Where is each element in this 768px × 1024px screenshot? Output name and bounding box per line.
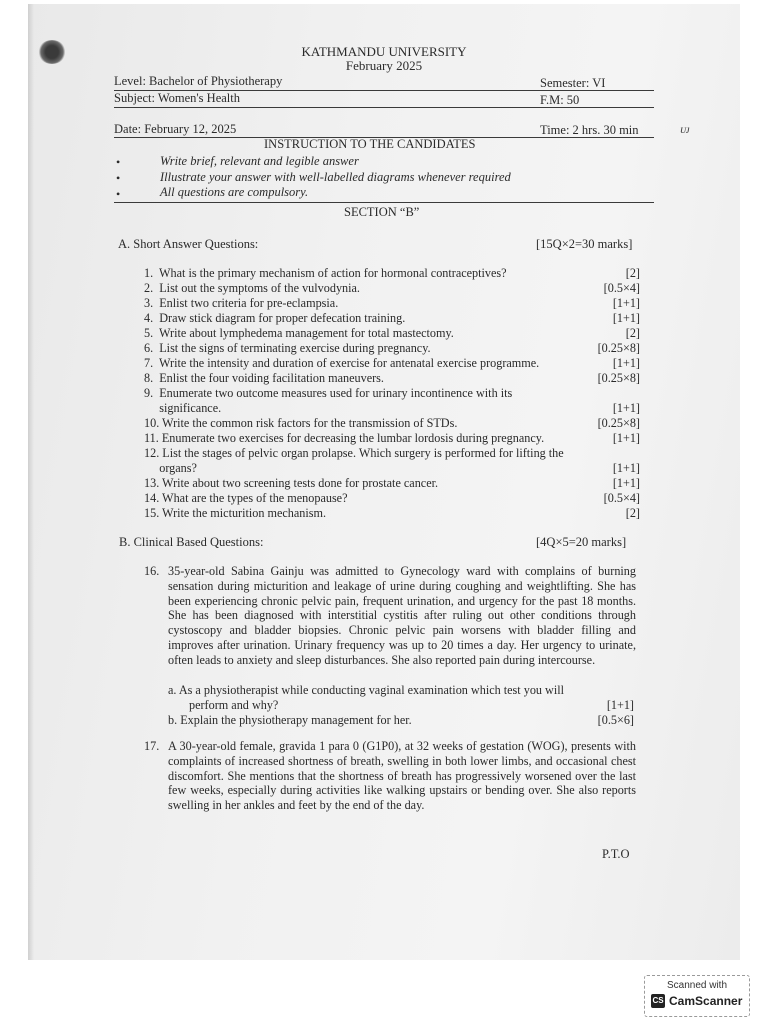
- question-text: 12. List the stages of pelvic organ prolapse. Which surgery is performed for lifting the: [144, 446, 564, 460]
- part-a-marks: [15Q×2=30 marks]: [536, 237, 633, 251]
- question-text: 13. Write about two screening tests done for prostate cancer.: [144, 476, 439, 490]
- subject-text: Subject: Women's Health: [114, 91, 240, 105]
- question-marks: [0.25×8]: [597, 416, 640, 430]
- instruction-3: All questions are compulsory.: [160, 185, 309, 199]
- exam-date: February 2025: [345, 58, 423, 73]
- date-text: Date: February 12, 2025: [114, 122, 237, 136]
- camscanner-logo-icon: CS: [651, 994, 665, 1008]
- question-text: 7. Write the intensity and duration of exercise for antenatal exercise programme.: [144, 356, 540, 370]
- question-text: 8. Enlist the four voiding facilitation maneuvers.: [144, 371, 384, 385]
- pto-text: P.T.O: [602, 847, 630, 861]
- part-a-label: A. Short Answer Questions:: [118, 237, 259, 251]
- q16-sub-b: b. Explain the physiotherapy management for her.: [168, 713, 412, 727]
- camscanner-watermark: [644, 975, 750, 1017]
- question-marks: [1+1]: [612, 311, 640, 325]
- q16-sub-a-line2: perform and why?: [189, 698, 279, 712]
- q16-sub-a-marks: [1+1]: [606, 698, 634, 712]
- q16-sub-b-marks: [0.5×6]: [597, 713, 634, 727]
- question-text: 4. Draw stick diagram for proper defecation training.: [144, 311, 406, 325]
- question-marks: [0.5×4]: [603, 281, 640, 295]
- question-marks: [2]: [625, 266, 640, 280]
- question-marks: [1+1]: [612, 401, 640, 415]
- question-text: 15. Write the micturition mechanism.: [144, 506, 327, 520]
- question-marks: [2]: [625, 506, 640, 520]
- question-marks: [0.25×8]: [597, 341, 640, 355]
- header-rule-2: [114, 107, 654, 108]
- scanned-with-text: Scanned with: [666, 980, 728, 991]
- question-marks: [1+1]: [612, 476, 640, 490]
- question-text: 3. Enlist two criteria for pre-eclampsia.: [144, 296, 339, 310]
- question-marks: [0.25×8]: [597, 371, 640, 385]
- instructions-title: INSTRUCTION TO THE CANDIDATES: [264, 137, 476, 151]
- part-b-label: B. Clinical Based Questions:: [119, 535, 264, 549]
- question-text: significance.: [144, 401, 222, 415]
- q17-number: 17.: [144, 739, 160, 753]
- question-marks: [1+1]: [612, 356, 640, 370]
- question-marks: [2]: [625, 326, 640, 340]
- time-text: Time: 2 hrs. 30 min: [540, 123, 639, 137]
- university-title: KATHMANDU UNIVERSITY: [301, 44, 467, 59]
- question-marks: [1+1]: [612, 431, 640, 445]
- bullet-1: •: [116, 155, 121, 169]
- camscanner-name: CamScanner: [669, 994, 743, 1008]
- q16-case-text: 35-year-old Sabina Gainju was admitted to Gynecology ward with complains of burning sensation during micturition and leakage of urine during coughing and weightlifting. She has been experiencing chronic pelvic pain, frequent urination, and urgency for the past 18 months. She has been diagnosed with interstitial cystitis after ruling out other conditions through cystoscopy and bladder biopsies. Chronic pelvic pain worsens with bladder filling and improves after urination. Urinary frequency was up to 20 times a day. Her urgency to urinate, often leads to anxiety and sleep disturbances. She also reported pain during intercourse.: [168, 564, 636, 667]
- bullet-2: •: [116, 171, 121, 185]
- q17-case-text: A 30-year-old female, gravida 1 para 0 (G1P0), at 32 weeks of gestation (WOG), presents with complaints of increased shortness of breath, swelling in both lower limbs, and occasional chest discomfort. She mentions that the shortness of breath has progressively worsened over the last few weeks, especially during activities like walking upstairs or bending over. She also reports swelling in her ankles and feet by the end of the day.: [168, 739, 636, 813]
- question-text: 14. What are the types of the menopause?: [144, 491, 348, 505]
- question-text: 6. List the signs of terminating exercise during pregnancy.: [144, 341, 431, 355]
- question-marks: [1+1]: [612, 296, 640, 310]
- level-text: Level: Bachelor of Physiotherapy: [114, 74, 283, 88]
- q16-number: 16.: [144, 564, 160, 578]
- question-text: 5. Write about lymphedema management for total mastectomy.: [144, 326, 454, 340]
- instruction-1: Write brief, relevant and legible answer: [160, 154, 359, 168]
- question-text: 11. Enumerate two exercises for decreasing the lumbar lordosis during pregnancy.: [144, 431, 545, 445]
- exam-paper: [28, 4, 740, 960]
- semester-text: Semester: VI: [540, 76, 606, 90]
- bullet-3: •: [116, 187, 121, 201]
- question-text: 9. Enumerate two outcome measures used for urinary incontinence with its: [144, 386, 513, 400]
- instruction-2: Illustrate your answer with well-labelled diagrams whenever required: [160, 170, 511, 184]
- q16-sub-a-line1: a. As a physiotherapist while conducting vaginal examination which test you will: [168, 683, 565, 697]
- question-text: 2. List out the symptoms of the vulvodynia.: [144, 281, 360, 295]
- part-b-marks: [4Q×5=20 marks]: [536, 535, 627, 549]
- margin-scribble: ᴜᴊ: [680, 122, 691, 136]
- question-text: 1. What is the primary mechanism of action for hormonal contraceptives?: [144, 266, 507, 280]
- question-marks: [1+1]: [612, 461, 640, 475]
- section-title: SECTION “B”: [344, 205, 420, 219]
- question-marks: [0.5×4]: [603, 491, 640, 505]
- full-marks-text: F.M: 50: [540, 93, 580, 107]
- question-text: 10. Write the common risk factors for the transmission of STDs.: [144, 416, 458, 430]
- instructions-rule: [114, 202, 654, 203]
- question-text: organs?: [144, 461, 197, 475]
